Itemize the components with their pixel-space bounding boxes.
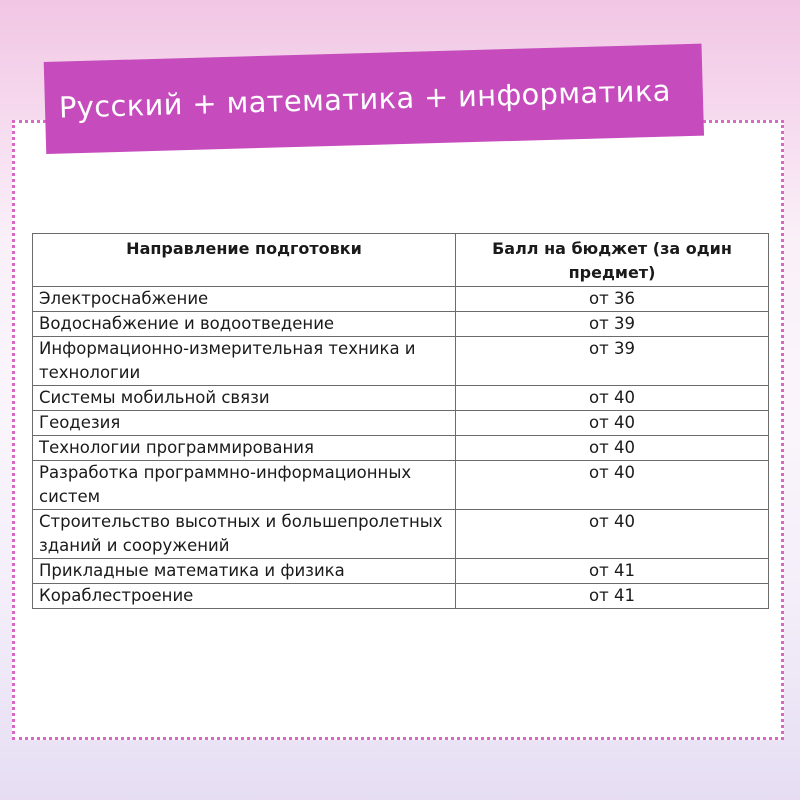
table-row [33,287,769,312]
score-cell: от 41 [456,584,769,609]
score-cell: от 40 [456,411,769,436]
table-row [33,559,769,584]
direction-cell: Электроснабжение [33,287,456,312]
table-row [33,411,769,436]
score-cell: от 36 [456,287,769,312]
table-row [33,337,769,386]
page-title: Русский + математика + информатика [58,73,672,125]
score-cell: от 40 [456,510,769,559]
table-row [33,312,769,337]
direction-cell: Строительство высотных и большепролетных зданий и сооружений [33,510,456,559]
direction-cell: Разработка программно-информационных систем [33,461,456,510]
table-header-row [33,234,769,287]
score-cell: от 41 [456,559,769,584]
score-cell: от 40 [456,436,769,461]
table-row [33,436,769,461]
table-row [33,510,769,559]
scores-table [32,233,769,609]
title-banner [44,44,704,154]
direction-cell: Кораблестроение [33,584,456,609]
direction-cell: Водоснабжение и водоотведение [33,312,456,337]
score-cell: от 39 [456,337,769,386]
score-cell: от 39 [456,312,769,337]
direction-cell: Системы мобильной связи [33,386,456,411]
score-cell: от 40 [456,461,769,510]
table-row [33,386,769,411]
column-header-direction: Направление подготовки [33,234,456,287]
direction-cell: Информационно-измерительная техника и технологии [33,337,456,386]
table-row [33,584,769,609]
direction-cell: Геодезия [33,411,456,436]
direction-cell: Прикладные математика и физика [33,559,456,584]
column-header-score: Балл на бюджет (за один предмет) [456,234,769,287]
score-cell: от 40 [456,386,769,411]
direction-cell: Технологии программирования [33,436,456,461]
table-row [33,461,769,510]
